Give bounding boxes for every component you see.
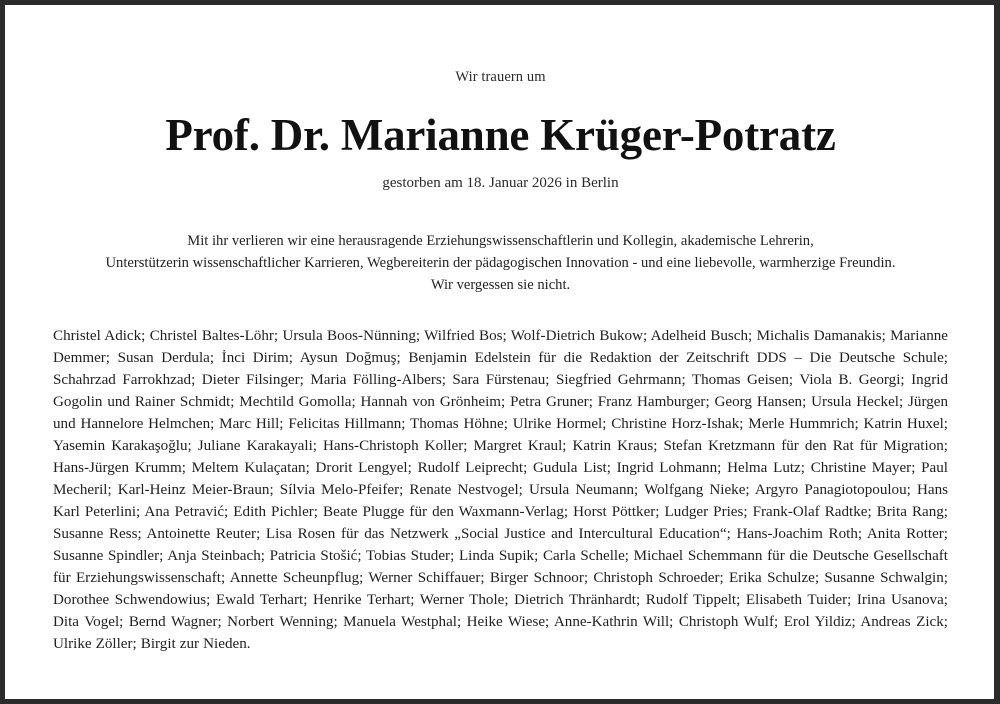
deceased-name: Prof. Dr. Marianne Krüger-Potratz (165, 110, 836, 160)
tribute-line-2: Unterstützerin wissenschaftlicher Karrieren, Wegbereiterin der pädagogischen Innovation - und eine liebevolle, warmherzige Freundin. (105, 254, 896, 271)
tribute-text (53, 230, 948, 297)
lead-line: Wir trauern um (455, 69, 546, 85)
signatories-list: Christel Adick; Christel Baltes-Löhr; Ursula Boos-Nünning; Wilfried Bos; Wolf-Dietrich Bukow; Adelheid Busch; Michalis Damanakis; Marianne Demmer; Susan Derdula; İnci Dirim; Aysun Doğmuş; Benjamin Edelstein für die Redaktion der Zeitschrift DDS – Die Deutsche Schule; Schahrzad Farrokhzad; Dieter Filsinger; Maria Fölling-Albers; Sara Fürstenau; Siegfried Gehrmann; Thomas Geisen; Viola B. Georgi; Ingrid Gogolin und Rainer Schmidt; Mechtild Gomolla; Hannah von Grönheim; Petra Gruner; Franz Hamburger; Georg Hansen; Ursula Heckel; Jürgen und Hannelore Helmchen; Marc Hill; Felicitas Hillmann; Thomas Höhne; Ulrike Hormel; Christine Horz-Ishak; Merle Hummrich; Katrin Huxel; Yasemin Karakaşoğlu; Juliane Karakayali; Hans-Christoph Koller; Margret Kraul; Katrin Kraus; Stefan Kretzmann für den Rat für Migration; Hans-Jürgen Krumm; Meltem Kulaçatan; Drorit Lengyel; Rudolf Leiprecht; Gudula List; Ingrid Lohmann; Helma Lutz; Christine Mayer; Paul Mecheril; Karl-Heinz Meier-Braun; Sílvia Melo-Pfeifer; Renate Nestvogel; Ursula Neumann; Wolfgang Nieke; Argyro Panagiotopoulou; Hans Karl Peterlini; Ana Petravić; Edith Pichler; Beate Plugge für den Waxmann-Verlag; Horst Pöttker; Ludger Pries; Frank-Olaf Radtke; Brita Rang; Susanne Ress; Antoinette Reuter; Lisa Rosen für das Netzwerk „Social Justice and Intercultural Education“; Hans-Joachim Roth; Anita Rotter; Susanne Spindler; Anja Steinbach; Patricia Stošić; Tobias Studer; Linda Supik; Carla Schelle; Michael Schemmann für die Deutsche Gesellschaft für Erziehungswissenschaft; Annette Scheunpflug; Werner Schiffauer; Birger Schnoor; Christoph Schroeder; Erika Schulze; Susanne Schwalgin; Dorothee Schwendowius; Ewald Terhart; Henrike Terhart; Werner Thole; Dietrich Thränhardt; Rudolf Tippelt; Elisabeth Tuider; Irina Usanova; Dita Vogel; Bernd Wagner; Norbert Wenning; Manuela Westphal; Heike Wiese; Anne-Kathrin Will; Christoph Wulf; Erol Yildiz; Andreas Zick; Ulrike Zöller; Birgit zur Nieden. (53, 328, 948, 652)
tribute-line-3: Wir vergessen sie nicht. (430, 277, 571, 294)
obituary-page (5, 5, 994, 699)
tribute-line-1: Mit ihr verlieren wir eine herausragende Erziehungswissenschaftlerin und Kollegin, akademische Lehrerin, (187, 232, 814, 249)
death-info: gestorben am 18. Januar 2026 in Berlin (382, 174, 619, 191)
